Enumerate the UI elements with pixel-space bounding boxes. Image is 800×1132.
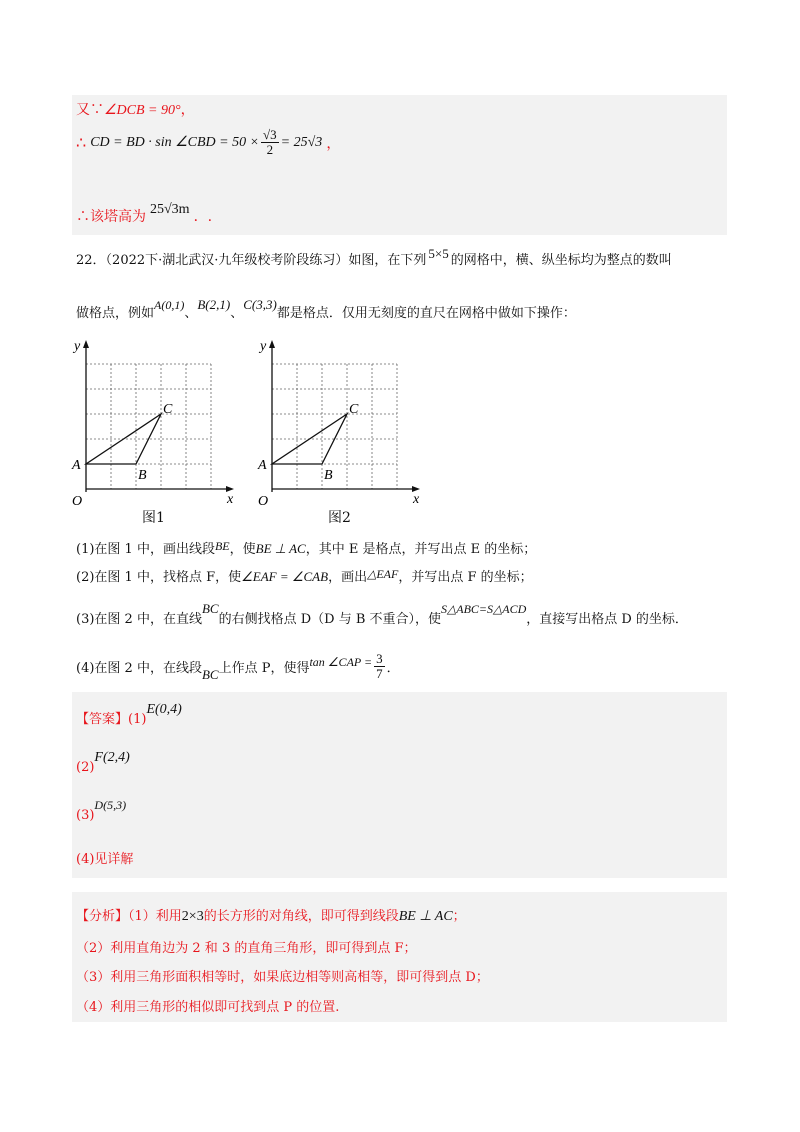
part-2: (2)在图 1 中，找格点 F，使∠EAF = ∠CAB，画出△EAF，并写出点 F 的坐标； <box>76 567 533 585</box>
point-c-label: C <box>349 402 359 417</box>
point-a-label: A <box>258 458 267 473</box>
answer-1: 【答案】(1)E(0,4) <box>76 702 182 727</box>
x-axis-label: x <box>227 492 234 507</box>
x-axis-label: x <box>413 492 420 507</box>
figure-1 <box>64 336 244 526</box>
analysis-line3: （3）利用三角形面积相等时，如果底边相等则高相等，即可得到点 D； <box>76 970 489 985</box>
triangle-abc <box>86 414 161 464</box>
prev-solution-line3: ∴该塔高为 25√3m ．. <box>76 202 213 225</box>
grid-lines <box>86 364 211 489</box>
figure-2-caption: 图2 <box>328 510 351 526</box>
origin-label: O <box>72 494 83 509</box>
analysis-line1: 【分析】（1）利用2×3的长方形的对角线，即可得到线段BE ⊥ AC； <box>76 909 466 924</box>
y-axis-label: y <box>74 339 81 354</box>
answer-4: (4)见详解 <box>76 852 134 867</box>
question-line1: 22．（2022下·湖北武汉·九年级校考阶段练习）如图，在下列 5×5 的网格中，横、纵坐标均为整点的数叫 <box>76 246 672 268</box>
question-line2: 做格点，例如A(0,1)、B(2,1)、C(3,3)都是格点．仅用无刻度的直尺在网格中做如下操作： <box>76 297 576 321</box>
point-b-label: B <box>138 468 147 483</box>
y-axis-arrow <box>83 340 89 348</box>
analysis-line4: （4）利用三角形的相似即可找到点 P 的位置. <box>76 1000 340 1015</box>
part-4: (4)在图 2 中，在线段 BC 上作点 P，使得 tan ∠CAP = $\frac{3}{7}$ ． <box>76 651 400 682</box>
y-axis-arrow <box>269 340 275 348</box>
sqrt3-over-2-fraction: $\frac{√3}{2}$ <box>263 127 277 157</box>
point-c-label: C <box>163 402 173 417</box>
point-a-label: A <box>72 458 81 473</box>
part-1: (1)在图 1 中，画出线段BE，使BE ⊥ AC，其中 E 是格点，并写出点 E 的坐标； <box>76 539 537 557</box>
analysis-line2: （2）利用直角边为 2 和 3 的直角三角形，即可得到点 F； <box>76 941 417 956</box>
y-axis-label: y <box>260 339 267 354</box>
prev-solution-line2: ∴ CD = BD · sin ∠CBD = 50 × $\frac{√3}{2}$ = 25√3 ， <box>76 127 341 157</box>
grid-lines <box>272 364 397 489</box>
answer-2: (2)F(2,4) <box>76 750 130 775</box>
figure-1-caption: 图1 <box>142 510 165 526</box>
prev-solution-line1: 又∵∠DCB = 90°， <box>76 102 195 118</box>
triangle-abc <box>272 414 347 464</box>
figure-2 <box>250 336 430 526</box>
part-3: (3)在图 2 中，在直线BC的右侧找格点 D（D 与 B 不重合），使S△ABC=S△ACD，直接写出格点 D 的坐标． <box>76 601 688 627</box>
answer-3: (3)D(5,3) <box>76 798 127 823</box>
point-b-label: B <box>324 468 333 483</box>
three-sevenths-fraction: $\frac{3}{7}$ <box>376 651 383 681</box>
origin-label: O <box>258 494 269 509</box>
